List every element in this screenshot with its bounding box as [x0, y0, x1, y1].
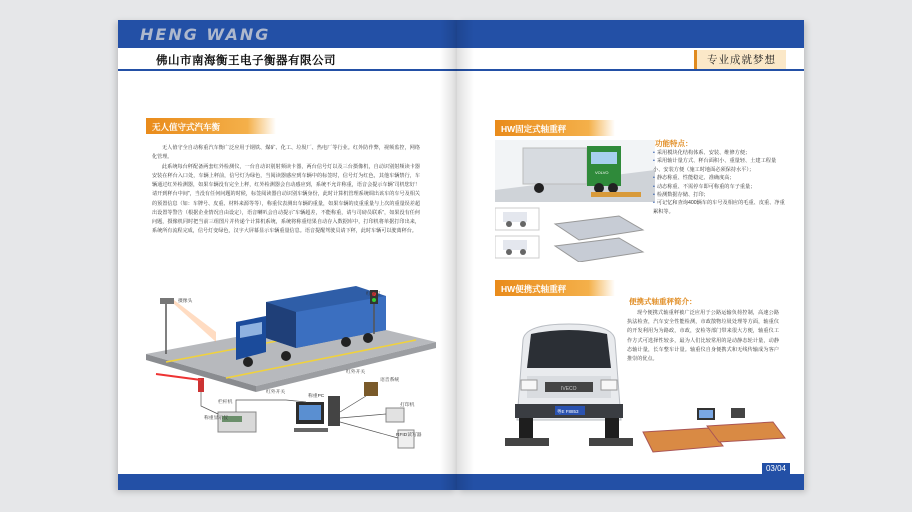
header-divider — [457, 69, 804, 71]
right-page — [457, 20, 804, 490]
callout-ir-switch: 红外开关 — [346, 370, 366, 375]
paragraph: 现今便携式轴重秤被广泛应用于公路运输负荷控制，高速公路执法检查，汽车安全性能检测，市政散物垃圾处理等方面，轴重仪的开发利用为为路政，市政，安检等部门带来很大方便，轴重仪工作方式可选择性较多，最为人们比较常用的是动静态轮计量，动静态轴计量，长车整车计量。轴重仪自身便携式和无线传输成为客户推崇的优点。 — [627, 310, 779, 363]
list-item: • 静态称重、性能稳定、准确度高； — [653, 174, 785, 182]
truck-badge: VOLVO — [595, 170, 609, 175]
paragraph: 此系统每台秤配备两套红外检测仪，一台自动识别射频读卡器，两台信号灯以及三台摄像机，自动识别射频读卡器安装在秤台入口处，车辆上秤前，信号灯为绿色，当阅读器感应到车辆中的标签时，信号灯为红色，其他车辆禁行，车辆通过红外检测器，如果车辆没有完全上秤，红外检测器会自动感应到，系统不允许称重，语音会提示车辆“司机您好！请开到秤台中间”，当没有任何问题的时候，标签阅读器自动识别车辆身份，此时计算机管理系统调出该车的车号及相关的预置信息（如：车牌号、皮重、材料来源等等），称重仪表测出车辆的重量，如果车辆的皮重重量与上次的重量误差超出设置等警告（根据企业情况自由设定），语音喇叭会自动提示“车辆超差，不能称重，请与司磅员联系”，如果没有任何问题，摄像机同时把当前三组图片并传递个计算机系统，系统将称重结果自动存入数据库中，打印机将单据打印出来，系统所有流程完成，信号灯变绿色，汉字大屏幕显示车辆重量信息。语音提醒驾驶员请下秤，此时车辆可以驶离秤台。 — [152, 164, 420, 234]
list-item: • 采用模块化结构体系、安装、维修方便； — [653, 149, 785, 157]
portable-intro-title: 便携式轴重秤简介： — [629, 297, 697, 306]
footer-band — [118, 474, 457, 490]
list-item: • 采用轴计量方式、秤台面积小、重量轻、土建工程量小、安装方便（施工时地面必须保持水平）； — [653, 157, 785, 174]
portable-pad — [589, 438, 633, 446]
callout-ir-switch: 红外开关 — [266, 390, 286, 395]
section-title-unattended: 无人值守式汽车衡 — [146, 118, 276, 134]
brand-wordmark: HENG WANG — [140, 25, 271, 44]
printer-device — [386, 408, 404, 422]
portable-pad — [505, 438, 549, 446]
callout-barrier: 栏杆机 — [218, 400, 233, 405]
portable-pads-photo — [639, 402, 787, 460]
callout-traffic-light: 红绿灯 — [366, 292, 381, 297]
features-list — [653, 149, 785, 216]
header-band — [118, 20, 457, 48]
indicator — [731, 408, 745, 418]
fixed-axle-scale-photo — [495, 140, 655, 262]
paragraph: 无人值守全自动称重汽车衡广泛应用于钢铁、煤矿、化工、垃圾厂、热电厂等行业。红外防作弊，视频监控，网络化管理。 — [152, 145, 420, 161]
axle-pad — [591, 192, 641, 197]
van-badge: IVECO — [561, 386, 577, 392]
van-windshield — [527, 330, 611, 368]
page-number: 03/04 — [762, 463, 790, 474]
list-item: • 动态称重、不需停车即可称重的车子重量； — [653, 183, 785, 191]
van-plate: 粤E F8853 — [557, 409, 579, 414]
callout-rfid: RFID读写器 — [396, 433, 422, 438]
section-title-portable-axle: HW便携式轴重秤 — [495, 280, 615, 296]
header-divider — [118, 69, 457, 71]
portable-description — [627, 309, 779, 365]
truck-trailer — [523, 148, 587, 184]
callout-indicator: 称重显示仪 — [204, 416, 228, 421]
speaker-device — [364, 382, 378, 396]
callout-weighing-pc: 称重PC — [308, 394, 325, 399]
section-title-fixed-axle: HW固定式轴重秤 — [495, 120, 615, 136]
list-item: • 可记忆和查询400辆车的车号及相应的毛重、皮重、净重累积等。 — [653, 199, 785, 216]
portable-axle-van-photo — [505, 320, 633, 460]
callout-camera: 摄像头 — [178, 299, 193, 304]
callout-voice-system: 语音系统 — [380, 378, 400, 383]
footer-band — [457, 474, 804, 490]
header-band — [457, 20, 804, 48]
features-title: 功能特点： — [655, 139, 693, 148]
pad — [707, 422, 785, 442]
left-page — [118, 20, 457, 490]
company-name: 佛山市南海衡王电子衡器有限公司 — [156, 55, 336, 67]
weighbridge-system-diagram — [136, 282, 454, 454]
unattended-description — [152, 144, 420, 237]
callout-printer: 打印机 — [400, 403, 415, 408]
axle-pad-sketch — [555, 216, 643, 240]
list-item: • 检测数据存储、打印； — [653, 191, 785, 199]
slogan: 专业成就梦想 — [694, 50, 786, 69]
camera-device — [160, 298, 174, 304]
